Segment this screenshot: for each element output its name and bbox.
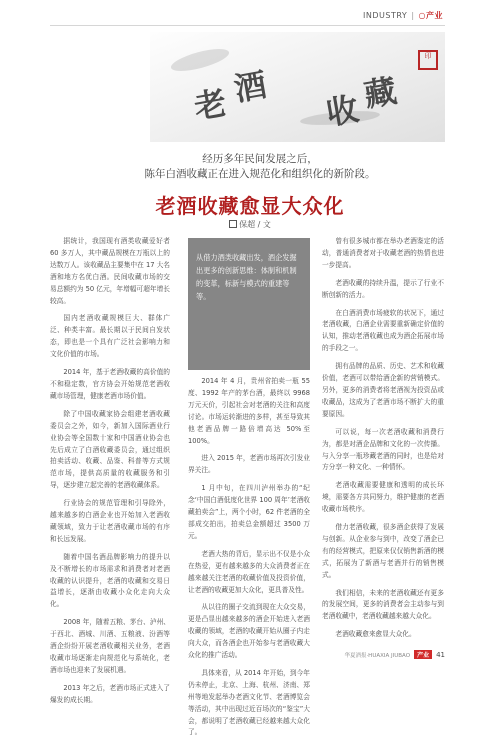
calligraphy-char: 收 (323, 89, 362, 133)
article-title: 老酒收藏愈显大众化 (155, 194, 345, 218)
section-label: INDUSTRY (363, 11, 408, 20)
paragraph: 曾有很多城市都在举办老酒鉴定的活动，普通消费者对于收藏老酒的热情也进一步提高。 (322, 237, 444, 269)
paragraph: 2013 年之后，老酒市场正式进入了爆发的成长期。 (50, 683, 170, 704)
column-middle (188, 376, 310, 745)
ink-stroke (169, 45, 231, 76)
hero-image (150, 32, 445, 142)
seal-stamp: 印 (418, 50, 438, 70)
paragraph: 具体来看，从 2014 年开始，到今年仍未停止，北京、上海、杭州、济南、郑州等地发起举办老酒文化节、老酒博览会等活动，其中出现过近百场次的“鉴宝”大会，都说明了老酒收藏已经越来越大众化了。 (188, 668, 310, 737)
deck-line: 陈年白酒收藏正在进入规范化和组织化的新阶段。 (144, 168, 376, 180)
footer-tag: 产业 (414, 650, 432, 659)
paragraph: 1 月中旬，在四川泸州举办的“纪念‘中国白酒低度化世界 100 周年’老酒收藏拍卖会”上，两个小时，62 件老酒的全部成交拍出，拍卖总金额超过 3500 万元。 (188, 484, 310, 540)
header-separator: | (411, 11, 415, 20)
paragraph: 除了中国收藏家协会组建老酒收藏委员会之外，如今，新加入国际酒业行业协会等全国数十家和中国酒业协会也先后成立了白酒收藏委员会，通过组织拍卖活动、收藏、品鉴、科普等方式规范市场，提供高质量的收藏服务和引导，逐步建立起完善的老酒收藏体系。 (50, 409, 170, 490)
paragraph: 可以说，每一次老酒收藏和消费行为，都是对酒企品牌和文化的一次传播。与入分享一瓶珍藏老酒的同时，也是给对方分享一种文化、一种情怀。 (322, 427, 444, 472)
paragraph: 2014 年，基于老酒收藏的高价值的不和稳定数，官方协会开始规范老酒收藏市场管理，健康老酒市场价值。 (50, 368, 170, 400)
column-right (322, 236, 444, 647)
paragraph: 老酒收藏需要健康和透明的成长环境，需要各方共同努力，维护健康的老酒收藏市场秩序。 (322, 481, 444, 514)
page-number: 41 (436, 650, 445, 659)
footer-label: 华夏酒报·HUAXIA JIUBAO (344, 652, 411, 659)
paragraph: 拥有品牌的品质、历史、艺术和收藏价值，老酒可以带给酒企新的营销模式。另外，更多的消费者将老酒视为投资品或收藏品，这成为了老酒市场不断扩大的重要原因。 (322, 362, 444, 418)
calligraphy-char: 酒 (231, 65, 270, 109)
column-left (50, 236, 170, 713)
header-rule (50, 25, 445, 26)
paragraph: 随着中国名酒品牌影响力的提升以及不断增长的市场需求和消费者对老酒收藏的认识提升，老酒的收藏和交易日益增长，逐渐由收藏小众化走向大众化。 (50, 552, 170, 609)
paragraph: 2008 年，随着五粮、茅台、泸州、于西北、酒城、川酒、五粮液、汾酒等酒企纷纷开展老酒收藏相关业务，老酒收藏市场逐渐走向规范化与系统化，老酒市场也迎来了发展机遇。 (50, 618, 170, 674)
calligraphy-char: 藏 (361, 71, 400, 115)
paragraph: 在白酒消费市场疲软的状况下，通过老酒收藏，白酒企业需要重新确定价值的认知，推动老酒收藏也成为酒企拓展市场的手段之一。 (322, 308, 444, 353)
section-brand: ○产业 (418, 11, 443, 20)
paragraph: 2014 年 4 月，贵州省拍卖一瓶 55 度、1992 年产的茅台酒，最终以 9968 万元天价，引起社会对老酒的关注和高度讨论。市场运转渐进的多样，甚至导致其他老酒品牌一路倍增高达 50%至 100%。 (188, 377, 310, 445)
deck-line: 经历多年民间发展之后， (202, 153, 318, 165)
paragraph: 借力老酒收藏，很多酒企获得了发展与创新。从企业参与到中，改变了酒企已有的经营模式，把原来仅仅销售新酒的模式，拓展为了新酒与老酒并行的销售模式。 (322, 523, 444, 579)
paragraph: 老酒收藏的持续升温，提示了行业不断创新的活力。 (322, 278, 444, 299)
paragraph: 老酒收藏愈来愈显大众化。 (335, 630, 416, 639)
byline-box-icon (229, 220, 237, 228)
paragraph: 进入 2015 年，老酒市场再次引发业界关注。 (188, 454, 310, 475)
section-header (363, 10, 443, 21)
paragraph: 从以往的圈子交流到现在大众交易，更是凸显出越来越多的酒企开始进入老酒收藏的领域，老酒的收藏开始从圈子内走向大众，而各酒企也开始参与老酒收藏大众化的推广活动。 (188, 603, 310, 660)
page-footer (344, 650, 445, 659)
paragraph: 国内老酒收藏规模巨大、群体广泛、种类丰富。最长期以于民间自发状态，即也是一个具有广泛社会影响力和文化价值的市场。 (50, 314, 170, 359)
byline (195, 219, 305, 230)
calligraphy-char: 老 (191, 83, 230, 127)
paragraph: 老酒大热的背后，显示出不仅是小众在热爱，更有越来越多的大众消费者正在越来越关注老酒的收藏价值及投资价值，让老酒的收藏更加大众化，更具普及性。 (188, 549, 310, 594)
byline-author: 保超 / 文 (239, 220, 271, 229)
pull-quote: 从借力酒类收藏出发，酒企发掘出更多的创新思维：体制和机制的变革，标新与模式的重建等等。 (188, 238, 310, 370)
paragraph: 我们相信，未来的老酒收藏还有更多的发展空间，更多的消费者会主动参与到老酒收藏中，老酒收藏越来越大众化。 (322, 588, 444, 621)
article-deck (130, 152, 390, 182)
paragraph: 据统计，我国现有酒类收藏爱好者 60 多万人，其中藏品规模在万瓶以上的达数万人。该收藏品主要集中在 17 大名酒和地方名优白酒。民间收藏市场的交易总额约为 50 亿元，年增幅可超年增长较高。 (50, 237, 170, 305)
paragraph: 行业协会的规范管理和引导除外，越来越多的白酒企业也开始加入老酒收藏领域，致力于让老酒收藏市场的有序和长远发展。 (50, 499, 170, 543)
